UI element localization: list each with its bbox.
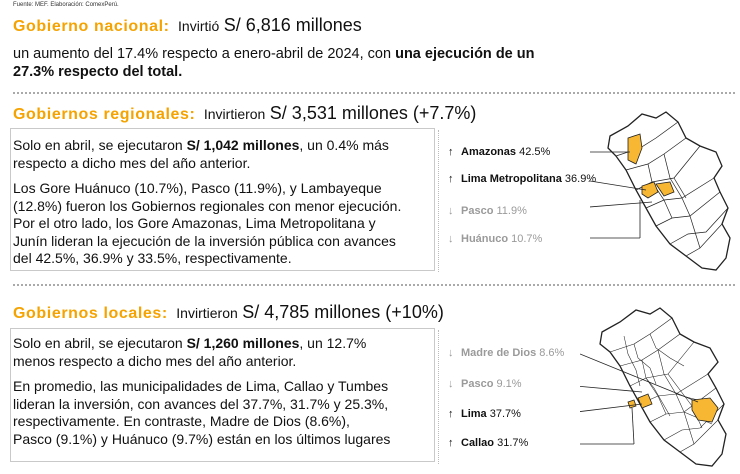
divider-1 [13, 92, 735, 94]
item-name: Lima [461, 408, 487, 420]
locales-p2-line: En promedio, las municipalidades de Lima, Callao y Tumbes [13, 378, 389, 394]
locales-heading [13, 302, 444, 323]
item-value: 37.7% [489, 408, 521, 420]
peru-regional-map [590, 108, 735, 276]
locales-verb: Invirtieron [176, 305, 238, 321]
lima-pointer [580, 404, 642, 414]
regionales-p1-bold: S/ 1,042 millones [186, 137, 300, 153]
regionales-label: Gobiernos regionales: [13, 106, 196, 123]
up-arrow-icon: ↑ [448, 173, 454, 185]
locales-p1-line2: menos respecto a dicho mes del año anterior. [13, 352, 297, 369]
item-value: 9.1% [496, 378, 522, 390]
locales-p2-line: respectivamente. En contraste, Madre de Dios (8.6%), [13, 413, 350, 429]
down-arrow-icon: ↓ [448, 205, 454, 217]
regionales-map-separator [438, 130, 439, 272]
regionales-p1-line2: respecto a dicho mes del año anterior. [13, 154, 251, 171]
local-item-callao [448, 437, 528, 449]
local-item-lima [448, 408, 521, 420]
locales-paragraph-2 [13, 378, 390, 448]
locales-p2-line: lideran la inversión, con avances del 37.7%, 31.7% y 25.3%, [13, 395, 389, 412]
down-arrow-icon: ↓ [448, 347, 454, 359]
regionales-p2-line: (12.8%) fueron los Gobiernos regionales con menor ejecución. [13, 197, 402, 214]
item-name: Pasco [461, 378, 494, 390]
nacional-line2-bold: 27.3% respecto del total. [13, 64, 183, 80]
nacional-amount: S/ 6,816 millones [223, 15, 362, 35]
item-value: 36.9% [564, 173, 597, 185]
nacional-line1-bold: una ejecución de un [395, 46, 535, 62]
regional-item-pasco [448, 205, 527, 217]
local-item-pasco [448, 378, 522, 390]
local-item-madre-de-dios [448, 347, 564, 359]
locales-amount: S/ 4,785 millones (+10%) [242, 302, 444, 322]
regionales-p2-line: Por el otro lado, los Gore Amazonas, Lima Metropolitana y [13, 215, 376, 231]
regionales-paragraph-1 [13, 137, 389, 172]
item-value: 11.9% [496, 205, 527, 217]
regionales-p2-line: del 42.5%, 36.9% y 33.5%, respectivamente. [13, 250, 292, 266]
locales-p2-line: Pasco (9.1%) y Huánuco (9.7%) están en los últimos lugares [13, 430, 391, 447]
locales-p1-b: , un 12.7% [299, 335, 367, 351]
up-arrow-icon: ↑ [448, 146, 454, 158]
callao-pointer-vertical [632, 408, 634, 444]
source-note: Fuente: MEF. Elaboración: ComexPerú. [13, 2, 119, 8]
locales-p1-a: Solo en abril, se ejecutaron [13, 335, 187, 351]
item-value: 10.7% [511, 233, 543, 245]
regionales-p1-b: , un 0.4% más [299, 137, 389, 153]
regionales-verb: Invirtieron [203, 106, 266, 122]
locales-paragraph-1 [13, 335, 366, 370]
regional-item-lima-metropolitana [448, 173, 596, 185]
item-name: Lima Metropolitana [461, 173, 562, 185]
up-arrow-icon: ↑ [448, 437, 454, 449]
down-arrow-icon: ↓ [448, 378, 454, 390]
nacional-summary [13, 45, 534, 81]
regionales-paragraph-2 [13, 180, 401, 268]
nacional-label: Gobierno nacional: [13, 18, 170, 35]
regionales-p1-a: Solo en abril, se ejecutaron [13, 137, 187, 153]
regionales-heading [13, 103, 476, 124]
regional-item-huanuco [448, 233, 542, 245]
callao-region [628, 400, 636, 408]
locales-label: Gobiernos locales: [13, 305, 168, 322]
regionales-p2-line: Los Gore Huánuco (10.7%), Pasco (11.9%), y Lambayeque [13, 180, 382, 196]
peru-outline [600, 308, 726, 466]
nacional-line1-plain: un aumento del 17.4% respecto a enero-abril de 2024, con [13, 46, 396, 62]
item-name: Madre de Dios [461, 347, 537, 359]
regionales-amount: S/ 3,531 millones (+7.7%) [269, 103, 477, 123]
item-value: 42.5% [519, 146, 551, 158]
peru-local-map [580, 306, 735, 472]
regionales-p2-line: Junín lideran la ejecución de la inversión pública con avances [13, 232, 396, 249]
item-name: Pasco [461, 205, 494, 217]
down-arrow-icon: ↓ [448, 233, 454, 245]
item-name: Callao [461, 437, 495, 449]
locales-map-separator [438, 330, 439, 464]
item-value: 8.6% [539, 347, 565, 359]
item-name: Amazonas [461, 146, 517, 158]
nacional-verb: Invirtió [178, 18, 220, 34]
item-name: Huánuco [461, 233, 509, 245]
locales-p1-bold: S/ 1,260 millones [186, 335, 300, 351]
item-value: 31.7% [497, 437, 529, 449]
up-arrow-icon: ↑ [448, 408, 454, 420]
divider-2 [13, 284, 735, 286]
nacional-heading [13, 15, 362, 36]
regional-item-amazonas [448, 146, 550, 158]
